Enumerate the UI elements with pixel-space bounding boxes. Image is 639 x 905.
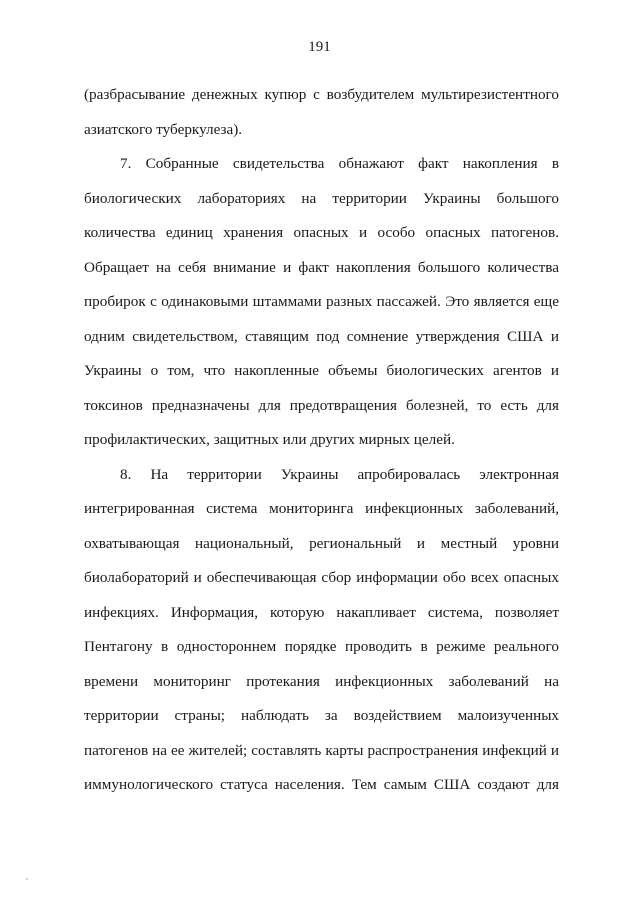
page-number: 191 xyxy=(308,39,331,55)
text-line: биологических лабораториях на территории Украины большого xyxy=(84,189,559,207)
paragraph-continuation xyxy=(84,78,559,147)
text-line: Обращает на себя внимание и факт накопления большого количества xyxy=(84,258,559,276)
text-line: азиатского туберкулеза). xyxy=(84,120,243,138)
text-line: инфекциях. Информация, которую накапливает система, позволяет xyxy=(84,603,559,621)
text-line: 7. Собранные свидетельства обнажают факт накопления в xyxy=(120,155,559,172)
text-line: 8. На территории Украины апробировалась электронная xyxy=(120,465,559,483)
text-line: (разбрасывание денежных купюр с возбудителем мультирезистентного xyxy=(84,86,559,103)
text-line: времени мониторинг протекания инфекционных заболеваний на xyxy=(84,672,559,690)
text-line: профилактических, защитных или других мирных целей. xyxy=(84,431,455,448)
text-line: территории страны; наблюдать за воздействием малоизученных xyxy=(84,707,559,724)
text-line: количества единиц хранения опасных и особо опасных патогенов. xyxy=(84,224,559,241)
text-line: биолабораторий и обеспечивающая сбор информации обо всех опасных xyxy=(84,569,559,586)
text-line: пробирок с одинаковыми штаммами разных пассажей. Это является еще xyxy=(84,293,559,310)
text-line: Пентагону в одностороннем порядке проводить в режиме реального xyxy=(84,638,559,655)
text-line: Украины о том, что накопленные объемы биологических агентов и xyxy=(84,362,559,379)
document-body xyxy=(84,78,559,803)
paragraph-item-8 xyxy=(84,458,559,803)
text-line: охватывающая национальный, региональный и местный уровни xyxy=(84,534,559,552)
paragraph-item-7 xyxy=(84,147,559,458)
text-line: патогенов на ее жителей; составлять карты распространения инфекций и xyxy=(84,741,559,759)
text-line: одним свидетельством, ставящим под сомнение утверждения США и xyxy=(84,327,559,345)
scan-speck xyxy=(26,878,28,880)
text-line: интегрированная система мониторинга инфекционных заболеваний, xyxy=(84,500,559,517)
text-line: иммунологического статуса населения. Тем самым США создают для xyxy=(84,776,559,793)
text-line: токсинов предназначены для предотвращения болезней, то есть для xyxy=(84,396,559,414)
